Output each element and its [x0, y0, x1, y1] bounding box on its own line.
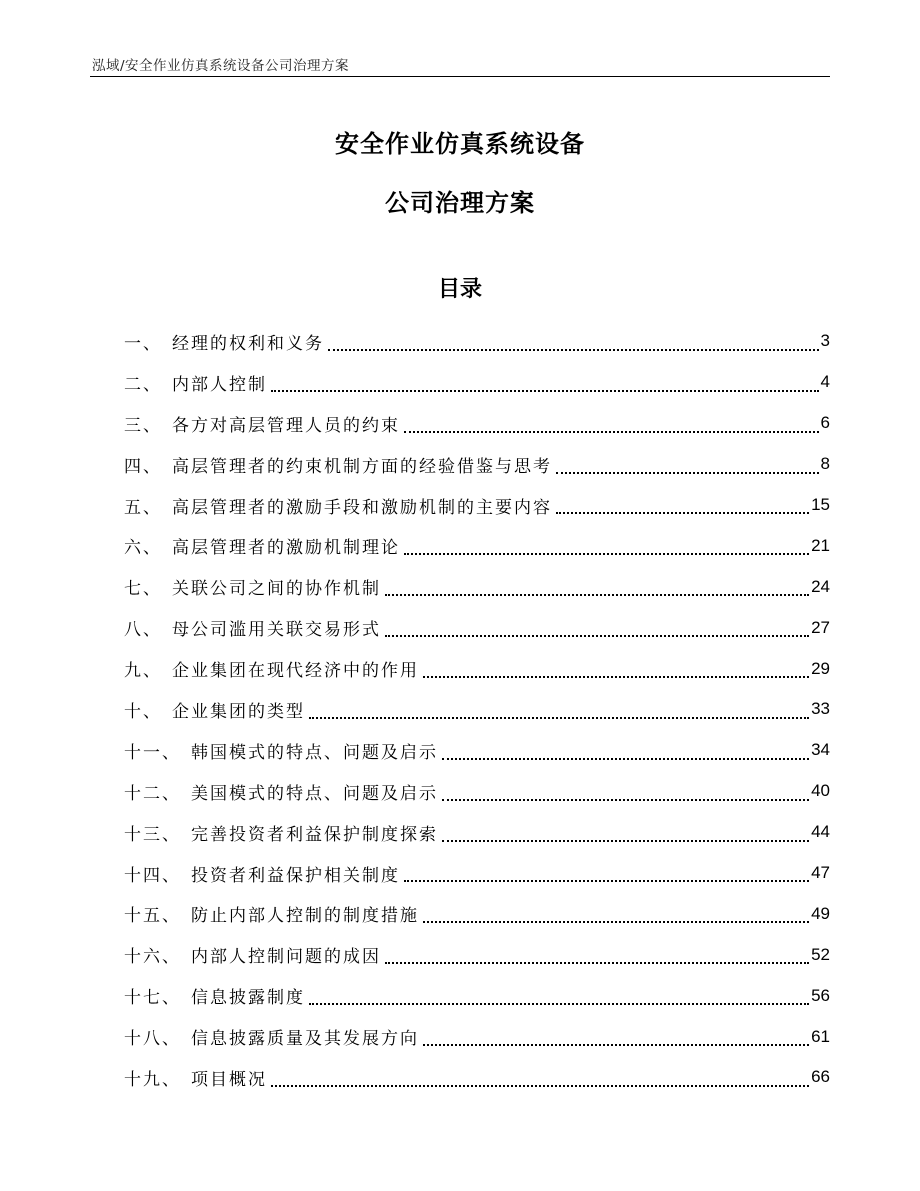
toc-entry[interactable]	[124, 648, 830, 689]
toc-entry-label: 各方对高层管理人员的约束	[172, 415, 400, 436]
toc-entry-separator: 、	[143, 374, 162, 395]
toc-entry-label: 经理的权利和义务	[172, 333, 324, 354]
toc-entry-separator: 、	[162, 824, 181, 845]
document-title-line-2: 公司治理方案	[385, 189, 535, 217]
toc-dot-leader	[385, 635, 809, 637]
toc-entry-label: 内部人控制	[172, 374, 267, 395]
toc-entry-page: 33	[811, 699, 830, 719]
toc-entry-number: 八	[124, 620, 143, 641]
document-title-line-1: 安全作业仿真系统设备	[335, 130, 585, 158]
toc-entry[interactable]	[124, 975, 830, 1016]
toc-entry-label: 企业集团在现代经济中的作用	[172, 661, 419, 682]
toc-entry-page: 66	[811, 1067, 830, 1087]
toc-heading: 目录	[437, 277, 482, 302]
toc-entry-number: 四	[124, 456, 143, 477]
toc-entry-label: 关联公司之间的协作机制	[172, 579, 381, 600]
toc-entry-number: 十一	[124, 742, 162, 763]
toc-dot-leader	[385, 962, 809, 964]
toc-entry-number: 十四	[124, 865, 162, 886]
toc-entry-separator: 、	[143, 661, 162, 682]
toc-entry-separator: 、	[162, 1029, 181, 1050]
toc-entry-number: 三	[124, 415, 143, 436]
toc-entry[interactable]	[124, 362, 830, 403]
toc-entry[interactable]	[124, 812, 830, 853]
toc-entry-separator: 、	[162, 865, 181, 886]
toc-entry-label: 韩国模式的特点、问题及启示	[191, 742, 438, 763]
toc-entry-page: 29	[811, 658, 830, 678]
toc-entry[interactable]	[124, 893, 830, 934]
toc-dot-leader	[442, 758, 809, 760]
toc-entry[interactable]	[124, 485, 830, 526]
toc-dot-leader	[309, 1003, 809, 1005]
toc-entry[interactable]	[124, 1016, 830, 1057]
toc-entry-number: 二	[124, 374, 143, 395]
toc-entry-number: 十五	[124, 906, 162, 927]
toc-entry-number: 十三	[124, 824, 162, 845]
toc-entry[interactable]	[124, 444, 830, 485]
toc-entry-page: 27	[811, 617, 830, 637]
running-header: 泓域/安全作业仿真系统设备公司治理方案	[92, 58, 350, 74]
toc-entry-page: 8	[820, 454, 830, 474]
toc-entry-separator: 、	[162, 906, 181, 927]
toc-entry-separator: 、	[162, 947, 181, 968]
toc-entry-number: 十二	[124, 783, 162, 804]
table-of-contents	[124, 321, 830, 1098]
toc-dot-leader	[556, 512, 809, 514]
toc-entry-label: 高层管理者的约束机制方面的经验借鉴与思考	[172, 456, 552, 477]
toc-entry-page: 34	[811, 740, 830, 760]
toc-entry-label: 美国模式的特点、问题及启示	[191, 783, 438, 804]
toc-entry-page: 49	[811, 903, 830, 923]
toc-dot-leader	[404, 553, 809, 555]
toc-dot-leader	[423, 1044, 809, 1046]
toc-dot-leader	[385, 594, 809, 596]
toc-entry-page: 61	[811, 1026, 830, 1046]
toc-entry-number: 六	[124, 538, 143, 559]
toc-entry-number: 十七	[124, 988, 162, 1009]
toc-entry-number: 十	[124, 701, 143, 722]
toc-dot-leader	[271, 390, 819, 392]
toc-entry[interactable]	[124, 1057, 830, 1098]
toc-dot-leader	[404, 880, 809, 882]
header-divider	[90, 76, 830, 77]
toc-entry-page: 15	[811, 495, 830, 514]
toc-entry-label: 项目概况	[191, 1069, 267, 1090]
toc-entry-label: 防止内部人控制的制度措施	[191, 906, 419, 927]
toc-entry-separator: 、	[162, 1069, 181, 1090]
toc-dot-leader	[328, 349, 819, 351]
toc-entry-separator: 、	[143, 415, 162, 436]
toc-entry-page: 40	[811, 781, 830, 801]
toc-entry-separator: 、	[143, 538, 162, 559]
toc-entry[interactable]	[124, 403, 830, 444]
toc-entry-separator: 、	[143, 456, 162, 477]
toc-dot-leader	[309, 717, 809, 719]
toc-entry-label: 母公司滥用关联交易形式	[172, 620, 381, 641]
toc-entry-separator: 、	[143, 620, 162, 641]
toc-entry-number: 十九	[124, 1069, 162, 1090]
toc-entry-separator: 、	[162, 988, 181, 1009]
toc-entry-page: 21	[811, 535, 830, 555]
toc-entry-page: 47	[811, 863, 830, 883]
toc-dot-leader	[442, 840, 809, 842]
toc-entry-separator: 、	[162, 742, 181, 763]
toc-entry-separator: 、	[162, 783, 181, 804]
toc-entry[interactable]	[124, 566, 830, 607]
toc-entry-number: 一	[124, 333, 143, 354]
toc-entry-label: 投资者利益保护相关制度	[191, 865, 400, 886]
toc-entry-separator: 、	[143, 701, 162, 722]
toc-entry[interactable]	[124, 607, 830, 648]
toc-entry-page: 6	[820, 413, 830, 433]
toc-entry-number: 九	[124, 661, 143, 682]
toc-entry-separator: 、	[143, 497, 162, 518]
toc-entry-page: 3	[820, 331, 830, 351]
toc-entry-page: 4	[820, 372, 830, 392]
toc-dot-leader	[556, 472, 819, 474]
toc-entry-page: 52	[811, 944, 830, 964]
toc-entry[interactable]	[124, 730, 830, 771]
toc-entry-label: 企业集团的类型	[172, 701, 305, 722]
toc-entry-label: 高层管理者的激励手段和激励机制的主要内容	[172, 497, 552, 518]
toc-entry-separator: 、	[143, 333, 162, 354]
toc-entry-page: 56	[811, 985, 830, 1005]
toc-entry-number: 五	[124, 497, 143, 518]
toc-entry-label: 内部人控制问题的成因	[191, 947, 381, 968]
toc-entry-label: 信息披露质量及其发展方向	[191, 1029, 419, 1050]
toc-entry[interactable]	[124, 525, 830, 566]
toc-entry[interactable]	[124, 771, 830, 812]
toc-entry-page: 44	[811, 822, 830, 842]
toc-entry-separator: 、	[143, 579, 162, 600]
toc-entry-label: 信息披露制度	[191, 988, 305, 1009]
toc-entry[interactable]	[124, 853, 830, 894]
toc-entry[interactable]	[124, 689, 830, 730]
toc-dot-leader	[271, 1085, 809, 1087]
toc-entry[interactable]	[124, 934, 830, 975]
toc-entry-label: 完善投资者利益保护制度探索	[191, 824, 438, 845]
toc-entry[interactable]	[124, 321, 830, 362]
toc-dot-leader	[404, 431, 819, 433]
toc-entry-page: 24	[811, 576, 830, 596]
toc-entry-label: 高层管理者的激励机制理论	[172, 538, 400, 559]
toc-entry-number: 十六	[124, 947, 162, 968]
toc-dot-leader	[423, 676, 809, 678]
toc-entry-number: 七	[124, 579, 143, 600]
toc-dot-leader	[423, 921, 809, 923]
toc-dot-leader	[442, 799, 809, 801]
toc-entry-number: 十八	[124, 1029, 162, 1050]
